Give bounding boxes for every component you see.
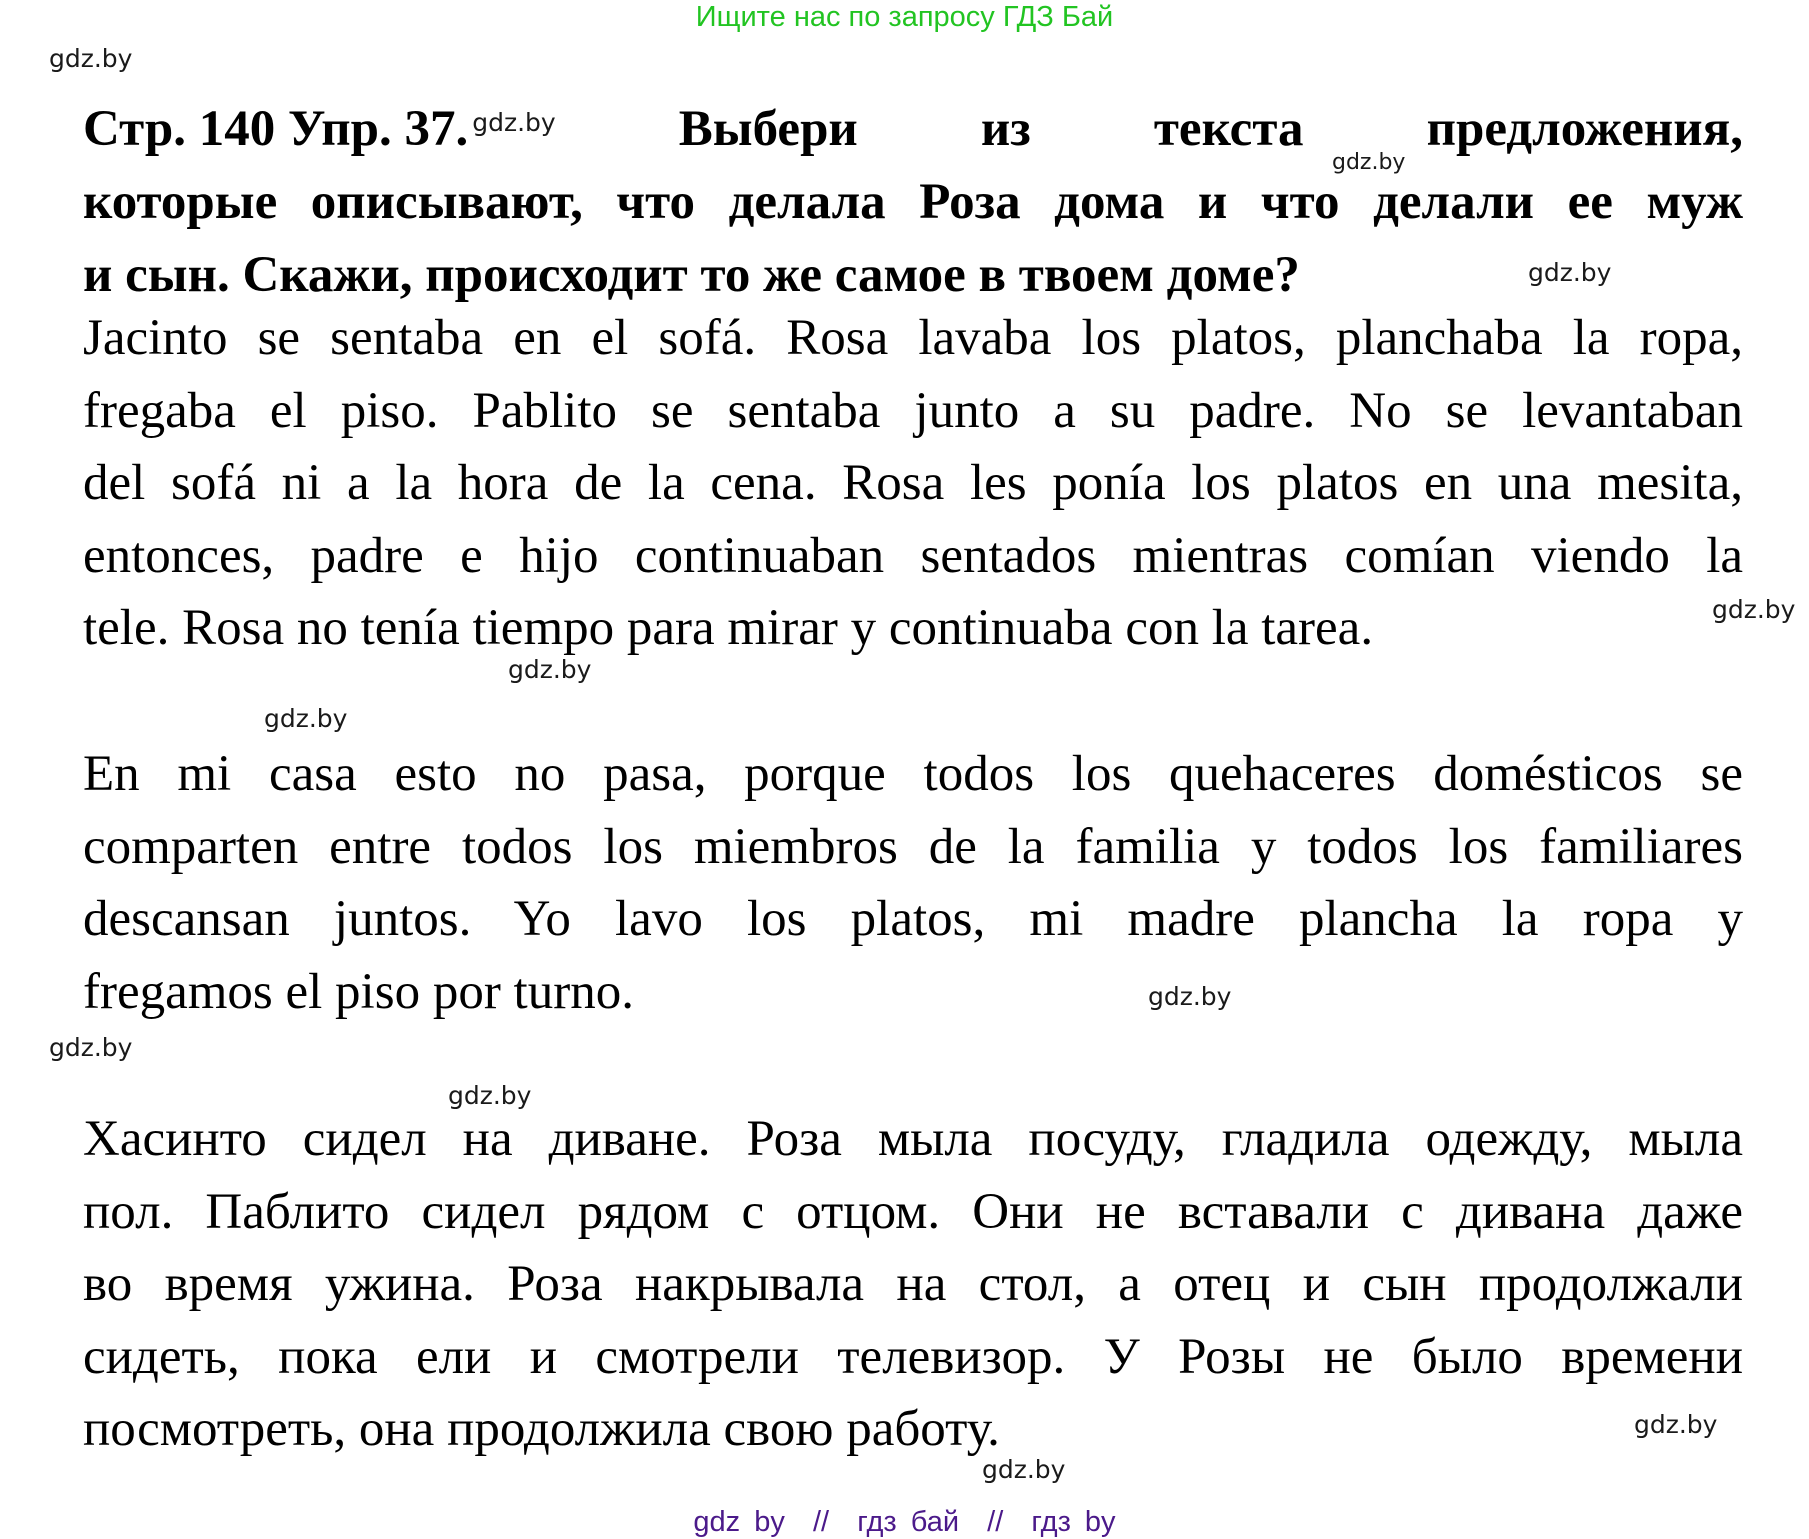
- heading-line-1: [83, 86, 1743, 166]
- text-line: сидеть, пока ели и смотрели телевизор. У Розы не было времени: [83, 1328, 1743, 1385]
- text-line: descansan juntos. Yo lavo los platos, mi madre plancha la ropa y: [83, 891, 1743, 947]
- text-line: del sofá ni a la hora de la cena. Rosa les ponía los platos en una mesita,: [83, 455, 1743, 511]
- translation-paragraph: [83, 1103, 1743, 1466]
- text-line: tele. Rosa no tenía tiempo para mirar y continuaba con la tarea.: [83, 600, 1374, 656]
- spanish-source-text: [83, 302, 1743, 665]
- footer-links: gdz by // гдз бай // гдз by: [693, 1506, 1116, 1538]
- watermark: gdz.by: [49, 44, 133, 73]
- text-line: пол. Паблито сидел рядом с отцом. Они не вставали с дивана даже: [83, 1183, 1743, 1240]
- watermark: gdz.by: [448, 1081, 532, 1110]
- watermark: gdz.by: [1634, 1410, 1718, 1439]
- watermark: gdz.by: [264, 704, 348, 733]
- heading-line-3: и сын. Скажи, происходит то же самое в твоем доме?: [83, 247, 1300, 303]
- watermark: gdz.by: [508, 655, 592, 684]
- text-line: En mi casa esto no pasa, porque todos los quehaceres domésticos se: [83, 746, 1743, 802]
- text-line: посмотреть, она продолжила свою работу.: [83, 1401, 1000, 1457]
- heading-word: Выбери: [678, 101, 858, 157]
- heading-word: из: [980, 101, 1031, 157]
- text-line: comparten entre todos los miembros de la familia y todos los familiares: [83, 818, 1743, 875]
- watermark: gdz.by: [1712, 595, 1796, 624]
- watermark: gdz.by: [472, 108, 556, 137]
- text-line: fregaba el piso. Pablito se sentaba junto a su padre. No se levantaban: [83, 382, 1743, 439]
- watermark: gdz.by: [982, 1455, 1066, 1484]
- heading-word: текста: [1153, 101, 1304, 157]
- text-line: entonces, padre e hijo continuaban sentados mientras comían viendo la: [83, 527, 1743, 584]
- search-banner: Ищите нас по запросу ГДЗ Бай: [695, 1, 1114, 33]
- answer-paragraph: [83, 738, 1743, 1028]
- watermark: gdz.by: [1528, 258, 1612, 287]
- heading-word: предложения,: [1426, 101, 1743, 157]
- text-line: во время ужина. Роза накрывала на стол, а отец и сын продолжали: [83, 1256, 1743, 1312]
- watermark: gdz.by: [1332, 150, 1406, 175]
- text-line: Хасинто сидел на диване. Роза мыла посуду, гладила одежду, мыла: [83, 1111, 1743, 1167]
- heading-ref-group: [83, 86, 556, 166]
- text-line: fregamos el piso por turno.: [83, 963, 634, 1020]
- watermark: gdz.by: [1148, 982, 1232, 1011]
- exercise-heading: [83, 86, 1743, 312]
- exercise-reference: Стр. 140 Упр. 37.: [83, 101, 469, 157]
- text-line: Jacinto se sentaba en el sofá. Rosa lavaba los platos, planchaba la ropa,: [83, 310, 1743, 366]
- watermark: gdz.by: [49, 1033, 133, 1062]
- heading-line-2: которые описывают, что делала Роза дома и что делали ее муж: [83, 174, 1743, 230]
